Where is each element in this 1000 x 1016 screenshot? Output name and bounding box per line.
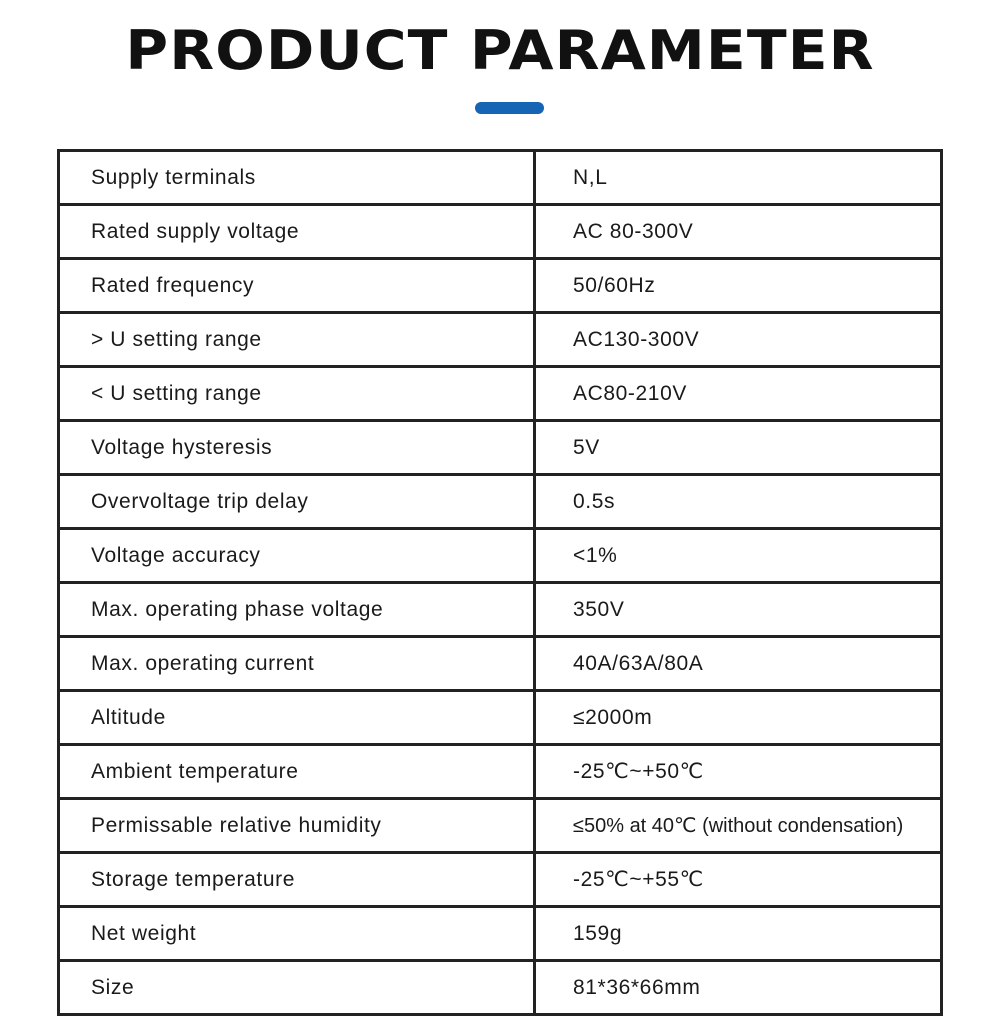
page-title: PRODUCT PARAMETER	[125, 19, 875, 82]
table-row	[59, 907, 942, 961]
table-row	[59, 205, 942, 259]
parameter-label: > U setting range	[59, 313, 535, 367]
parameter-value: -25℃~+55℃	[535, 853, 942, 907]
parameter-value: ≤50% at 40℃ (without condensation)	[535, 799, 942, 853]
parameter-value: 5V	[535, 421, 942, 475]
parameter-value: 350V	[535, 583, 942, 637]
parameter-label: Altitude	[59, 691, 535, 745]
table-row	[59, 313, 942, 367]
table-row	[59, 151, 942, 205]
parameter-label: Size	[59, 961, 535, 1015]
parameter-label: Ambient temperature	[59, 745, 535, 799]
parameter-value: AC130-300V	[535, 313, 942, 367]
parameter-value: 159g	[535, 907, 942, 961]
parameter-label: Voltage accuracy	[59, 529, 535, 583]
title-underline-accent	[475, 102, 544, 114]
parameter-value: AC80-210V	[535, 367, 942, 421]
parameter-value: N,L	[535, 151, 942, 205]
parameter-table	[57, 149, 943, 1016]
parameter-label: Rated frequency	[59, 259, 535, 313]
parameter-label: Rated supply voltage	[59, 205, 535, 259]
parameter-value: 40A/63A/80A	[535, 637, 942, 691]
table-row	[59, 421, 942, 475]
parameter-label: Voltage hysteresis	[59, 421, 535, 475]
table-row	[59, 853, 942, 907]
parameter-value: AC 80-300V	[535, 205, 942, 259]
parameter-label: Permissable relative humidity	[59, 799, 535, 853]
parameter-label: Max. operating current	[59, 637, 535, 691]
table-row	[59, 637, 942, 691]
parameter-value: 50/60Hz	[535, 259, 942, 313]
parameter-value: -25℃~+50℃	[535, 745, 942, 799]
parameter-label: Supply terminals	[59, 151, 535, 205]
table-row	[59, 529, 942, 583]
table-row	[59, 691, 942, 745]
parameter-label: Net weight	[59, 907, 535, 961]
table-row	[59, 961, 942, 1015]
parameter-value: ≤2000m	[535, 691, 942, 745]
parameter-value: 81*36*66mm	[535, 961, 942, 1015]
table-row	[59, 583, 942, 637]
parameter-label: < U setting range	[59, 367, 535, 421]
parameter-value: <1%	[535, 529, 942, 583]
parameter-label: Overvoltage trip delay	[59, 475, 535, 529]
table-row	[59, 475, 942, 529]
table-row	[59, 745, 942, 799]
parameter-label: Max. operating phase voltage	[59, 583, 535, 637]
parameter-label: Storage temperature	[59, 853, 535, 907]
table-row	[59, 259, 942, 313]
table-row	[59, 367, 942, 421]
parameter-value: 0.5s	[535, 475, 942, 529]
table-row	[59, 799, 942, 853]
